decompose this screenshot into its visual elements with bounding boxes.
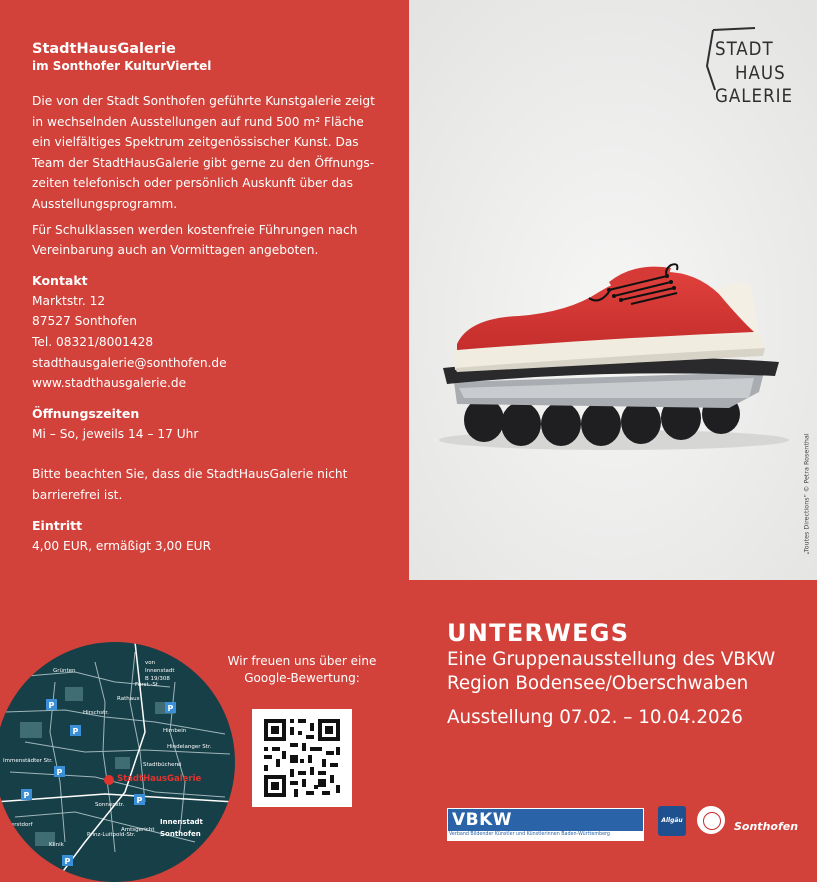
school-line: Vereinbarung auch an Vormittagen angeboten. [32,243,319,258]
map-label: Oberstdorf [3,822,33,828]
description-line: Die von der Stadt Sonthofen geführte Kunstgalerie zeigt [32,94,375,108]
gallery-description [32,91,377,215]
map-label: Rathaus [117,696,140,702]
gallery-subtitle: im Sonthofer KulturViertel [32,59,212,73]
map-label: Sonnenstr. [95,802,125,808]
opening-hours: Mi – So, jeweils 14 – 17 Uhr [32,426,199,441]
map-label: Stadtbücherei [143,762,182,768]
exhibition-block [447,618,807,730]
map-label: Klinik [49,842,64,848]
contact-website[interactable]: www.stadthausgalerie.de [32,376,187,391]
review-line-2: Google-Bewertung: [244,671,360,685]
stadthausgalerie-logo [703,26,807,114]
contact-phone[interactable]: Tel. 08321/8001428 [32,334,154,349]
sonthofen-logo: Sonthofen [734,820,799,833]
gallery-info [32,40,377,556]
review-qr-code[interactable] [252,709,352,807]
contact-email[interactable]: stadthausgalerie@sonthofen.de [32,355,227,370]
vbkw-full-name: Verband Bildender Künstler und Künstlerinnen Baden-Württemberg [449,832,610,837]
exhibition-title: UNTERWEGS [447,619,630,647]
map-gallery-label: StadtHausGalerie [117,774,202,784]
description-line: in wechselnden Ausstellungen auf rund 500 m² Fläche [32,114,364,129]
map-label: Immenstädter Str. [3,758,53,764]
exhibition-subtitle-1: Eine Gruppenausstellung des VBKW [447,649,776,670]
allgaeu-logo: Allgäu [658,806,686,836]
map-label: B 19 [3,830,16,836]
admission-price: 4,00 EUR, ermäßigt 3,00 EUR [32,538,212,553]
map-legend-line2: Sonthofen [160,830,201,838]
svg-text:P: P [167,704,174,713]
hours-heading: Öffnungszeiten [32,405,140,421]
map-label: Innenstadt [145,668,175,674]
description-line: ein vielfältiges Spektrum zeitgenössischer Kunst. Das [32,135,359,150]
svg-text:P: P [48,701,55,710]
photo-credit-text: „Toutes Directions“ © Petra Rosenthal [802,433,811,555]
spacer [32,444,377,464]
vbkw-name: VBKW [448,809,643,831]
description-line: Ausstellungsprogramm. [32,196,178,211]
city-map [0,642,235,882]
map-label: Hindelanger Str. [167,744,212,750]
svg-text:P: P [23,791,30,800]
logo-line-stadt: STADT [715,39,774,60]
svg-text:P: P [136,796,143,805]
contact-street: Marktstr. 12 [32,293,106,308]
logo-line-haus: HAUS [735,63,786,84]
description-line: Team der StadtHausGalerie gibt gerne zu den Öffnungs- [32,155,375,170]
exhibition-dates: Ausstellung 07.02. – 10.04.2026 [447,707,743,728]
school-note [32,220,377,261]
photo-credit [799,420,813,575]
map-label: von [145,660,156,666]
map-label: Prinz-Luitpold-Str. [87,832,136,838]
map-legend-line1: Innenstadt [160,818,203,826]
contact-city: 87527 Sonthofen [32,314,138,329]
school-line: Für Schulklassen werden kostenfreie Führungen nach [32,222,358,237]
description-line: zeiten telefonisch oder persönlich Auskunft über das [32,176,353,191]
review-prompt [222,653,382,687]
seal-icon [696,805,726,835]
svg-text:P: P [72,727,79,736]
gallery-title: StadtHausGalerie [32,41,176,57]
contact-heading: Kontakt [32,272,88,288]
admission-heading: Eintritt [32,517,83,533]
review-line-1: Wir freuen uns über eine [227,654,377,668]
map-label: B 19/308 [145,676,170,682]
map-label: Grünten [53,668,76,674]
map-label: Amtsgericht [121,827,155,833]
accessibility-note: barrierefrei ist. [32,487,123,502]
logo-line-galerie: GALERIE [715,86,794,107]
accessibility-note: Bitte beachten Sie, dass die StadtHausGalerie nicht [32,467,348,482]
map-label: Hirnbein [163,728,187,734]
svg-text:P: P [56,768,63,777]
svg-text:P: P [64,857,71,866]
exhibition-subtitle-2: Region Bodensee/Oberschwaben [447,673,749,694]
map-label: Fürst.-St. [135,682,160,688]
map-label: Hirschstr. [83,710,109,716]
vbkw-logo [447,808,644,841]
qr-code-icon [252,709,352,807]
